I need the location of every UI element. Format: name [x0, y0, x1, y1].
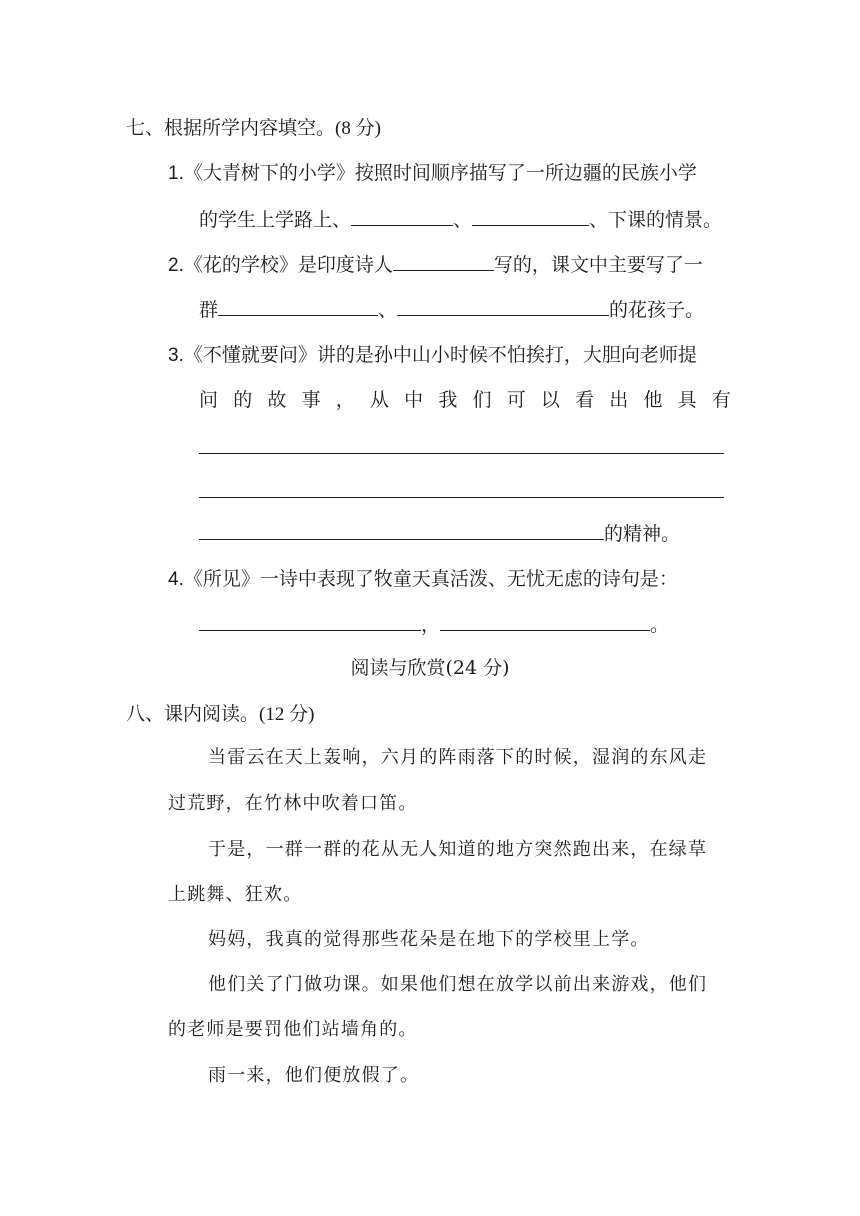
question-2-text-1b: 写的，课文中主要写了一	[493, 254, 703, 276]
question-2-line-2	[199, 297, 704, 322]
section-8-title: 八、课内阅读。	[126, 703, 260, 725]
question-2-text-2b: 、	[378, 299, 398, 321]
passage-line: 于是，一群一群的花从无人知道的地方突然跑出来，在绿草	[208, 839, 708, 860]
question-2-text-2a: 群	[199, 299, 219, 321]
char: 的	[233, 389, 253, 411]
answer-blank[interactable]	[351, 207, 453, 226]
section-7-heading	[126, 116, 381, 141]
answer-blank[interactable]	[199, 612, 421, 631]
question-2-text-1a: 《花的学校》是印度诗人	[183, 254, 393, 276]
question-4-period: 。	[650, 614, 670, 636]
question-1-line-1	[168, 161, 697, 186]
question-3-text: 《不懂就要问》讲的是孙中山小时候不怕挨打，大胆向老师提	[183, 344, 697, 366]
char: 我	[438, 389, 458, 411]
answer-blank[interactable]	[397, 297, 609, 316]
question-4-number: 4.	[168, 569, 184, 590]
question-4-line-1	[168, 567, 678, 592]
answer-blank[interactable]	[472, 207, 589, 226]
question-3-line-5	[199, 521, 680, 546]
answer-blank[interactable]	[440, 612, 650, 631]
answer-line[interactable]	[199, 453, 724, 454]
question-4-line-2	[199, 612, 669, 637]
section-7-score: (8 分)	[335, 118, 381, 139]
char: 从	[369, 389, 389, 411]
char: 们	[472, 389, 492, 411]
char: 他	[643, 389, 663, 411]
char: 以	[540, 389, 560, 411]
passage-line: 当雷云在天上轰响，六月的阵雨落下的时候，湿润的东风走	[208, 747, 708, 768]
question-1-line-2	[199, 207, 722, 232]
char: 有	[711, 389, 731, 411]
question-2-number: 2.	[168, 255, 184, 276]
passage-line: 他们关了门做功课。如果他们想在放学以前出来游戏，他们	[208, 974, 708, 995]
passage-line: 过荒野，在竹林中吹着口笛。	[168, 793, 418, 814]
char: ，	[335, 389, 355, 411]
part-title: 阅读与欣赏(24 分)	[350, 657, 510, 679]
section-7-title: 七、根据所学内容填空。	[126, 117, 336, 139]
char: 问	[199, 389, 219, 411]
answer-line[interactable]	[199, 497, 724, 498]
answer-blank[interactable]	[393, 252, 494, 271]
section-8-heading	[126, 702, 314, 727]
char: 中	[404, 389, 424, 411]
question-3-line-2	[199, 388, 731, 412]
question-1-text-2a: 的学生上学路上、	[199, 209, 352, 231]
question-1-number: 1.	[168, 163, 184, 184]
section-8-score: (12 分)	[259, 704, 315, 725]
answer-blank[interactable]	[218, 297, 378, 316]
question-1-text-2b: 、	[453, 209, 473, 231]
answer-blank[interactable]	[199, 521, 604, 540]
passage-line: 上跳舞、狂欢。	[168, 884, 303, 905]
question-3-text-end: 的精神。	[604, 523, 681, 545]
char: 看	[575, 389, 595, 411]
char: 故	[267, 389, 287, 411]
question-4-comma: ，	[421, 614, 441, 636]
char: 可	[506, 389, 526, 411]
char: 具	[677, 389, 697, 411]
question-2-text-2c: 的花孩子。	[609, 299, 705, 321]
question-1-text: 《大青树下的小学》按照时间顺序描写了一所边疆的民族小学	[183, 162, 697, 184]
char: 事	[301, 389, 321, 411]
question-3-number: 3.	[168, 345, 184, 366]
char: 出	[609, 389, 629, 411]
passage-line: 妈妈，我真的觉得那些花朵是在地下的学校里上学。	[208, 929, 650, 950]
question-3-line-1	[168, 343, 697, 368]
question-1-text-2c: 、下课的情景。	[589, 209, 723, 231]
question-4-text: 《所见》一诗中表现了牧童天真活泼、无忧无虑的诗句是：	[183, 568, 678, 590]
passage-line: 的老师是要罚他们站墙角的。	[168, 1019, 418, 1040]
question-2-line-1	[168, 252, 703, 278]
passage-line: 雨一来，他们便放假了。	[208, 1065, 420, 1086]
